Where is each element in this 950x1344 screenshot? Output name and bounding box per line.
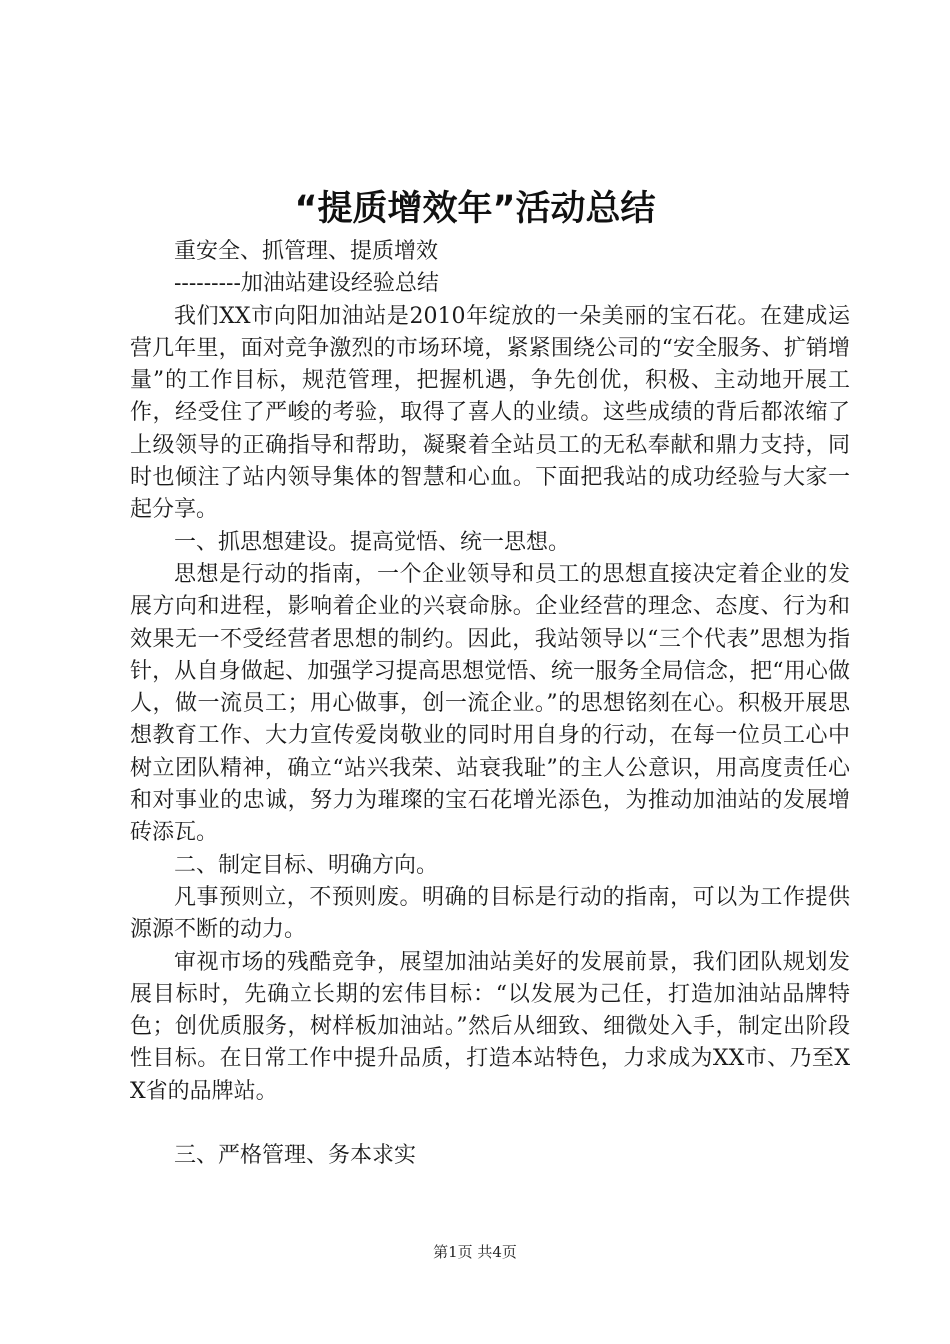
blank-line [130,1108,850,1140]
section-heading: 二、制定目标、明确方向。 [174,852,439,878]
body-paragraph: 审视市场的残酷竞争，展望加油站美好的发展前景，我们团队规划发展目标时，先确立长期的宏伟目标：“以发展为己任，打造加油站品牌特色；创优质服务，树样板加油站。”然后从细致、细微处入手，制定出阶段性目标。在日常工作中提升品质，打造本站特色，力求成为XX市、乃至XX省的品牌站。 [130,949,850,1104]
subtitle-line: ---------加油站建设经验总结 [174,271,439,297]
document-body [130,236,850,1173]
section-heading: 三、严格管理、务本求实 [174,1143,417,1169]
subtitle-line: 重安全、抓管理、提质增效 [174,239,439,264]
body-paragraph: 思想是行动的指南，一个企业领导和员工的思想直接决定着企业的发展方向和进程，影响着企业的兴衰命脉。企业经营的理念、态度、行为和效果无一不受经营者思想的制约。因此，我站领导以“三个代表”思想为指针，从自身做起、加强学习提高思想觉悟、统一服务全局信念，把“用心做人，做一流员工；用心做事，创一流企业。”的思想铭刻在心。积极开展思想教育工作、大力宣传爱岗敬业的同时用自身的行动，在每一位员工心中树立团队精神，确立“站兴我荣、站衰我耻”的主人公意识，用高度责任心和对事业的忠诚，努力为璀璨的宝石花增光添色，为推动加油站的发展增砖添瓦。 [130,561,850,846]
document-title: “提质增效年”活动总结 [294,189,656,229]
body-paragraph: 我们XX市向阳加油站是2010年绽放的一朵美丽的宝石花。在建成运营几年里，面对竞争激烈的市场环境，紧紧围绕公司的“安全服务、扩销增量”的工作目标，规范管理，把握机遇，争先创优，积极、主动地开展工作，经受住了严峻的考验，取得了喜人的业绩。这些成绩的背后都浓缩了上级领导的正确指导和帮助，凝聚着全站员工的无私奉献和鼎力支持，同时也倾注了站内领导集体的智慧和心血。下面把我站的成功经验与大家一起分享。 [130,303,850,523]
body-paragraph: 凡事预则立，不预则废。明确的目标是行动的指南，可以为工作提供源源不断的动力。 [130,884,850,943]
section-heading: 一、抓思想建设。提高觉悟、统一思想。 [174,529,571,555]
page-footer: 第1页 共4页 [433,1243,517,1261]
